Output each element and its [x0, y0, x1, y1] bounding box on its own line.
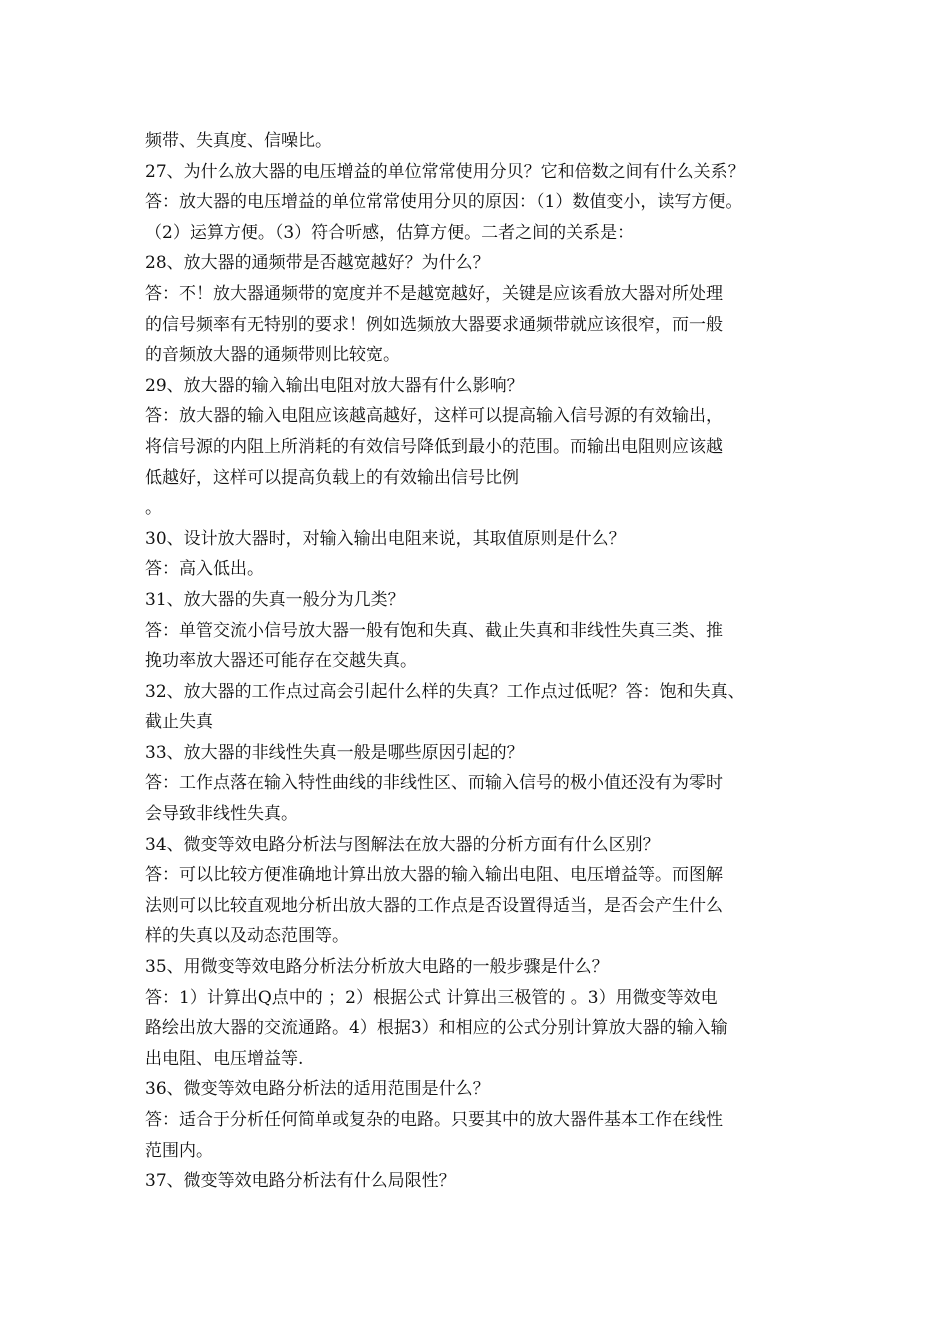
question-35: 35、用微变等效电路分析法分析放大电路的一般步骤是什么？	[145, 957, 609, 978]
question-30: 30、设计放大器时，对输入输出电阻来说，其取值原则是什么？	[145, 528, 626, 549]
answer-31: 答：单管交流小信号放大器一般有饱和失真、截止失真和非线性失真三类、推	[145, 620, 723, 641]
text-line: 。	[145, 498, 162, 519]
text-line: （2）运算方便。（3）符合听感，估算方便。二者之间的关系是：	[145, 222, 635, 243]
document-body	[145, 126, 825, 1197]
question-36: 36、微变等效电路分析法的适用范围是什么？	[145, 1079, 490, 1100]
text-line: 的音频放大器的通频带则比较宽。	[145, 345, 400, 366]
text-line: 样的失真以及动态范围等。	[145, 926, 349, 947]
question-28: 28、放大器的通频带是否越宽越好？为什么？	[145, 253, 490, 274]
text-line: 低越好，这样可以提高负载上的有效输出信号比例	[145, 467, 519, 488]
question-32: 32、放大器的工作点过高会引起什么样的失真？工作点过低呢？答：饱和失真、	[145, 681, 745, 702]
question-27: 27、为什么放大器的电压增益的单位常常使用分贝？它和倍数之间有什么关系？	[145, 161, 745, 182]
answer-33: 答：工作点落在输入特性曲线的非线性区、而输入信号的极小值还没有为零时	[145, 773, 723, 794]
question-34: 34、微变等效电路分析法与图解法在放大器的分析方面有什么区别？	[145, 834, 660, 855]
text-line: 将信号源的内阻上所消耗的有效信号降低到最小的范围。而输出电阻则应该越	[145, 436, 723, 457]
text-line: 会导致非线性失真。	[145, 804, 298, 825]
answer-28: 答：不！放大器通频带的宽度并不是越宽越好，关键是应该看放大器对所处理	[145, 283, 723, 304]
answer-29: 答：放大器的输入电阻应该越高越好，这样可以提高输入信号源的有效输出，	[145, 406, 723, 427]
text-line: 截止失真	[145, 712, 213, 733]
question-29: 29、放大器的输入输出电阻对放大器有什么影响？	[145, 375, 524, 396]
answer-34: 答：可以比较方便准确地计算出放大器的输入输出电阻、电压增益等。而图解	[145, 865, 723, 886]
question-31: 31、放大器的失真一般分为几类？	[145, 589, 405, 610]
text-line: 挽功率放大器还可能存在交越失真。	[145, 651, 417, 672]
text-line: 法则可以比较直观地分析出放大器的工作点是否设置得适当，是否会产生什么	[145, 895, 723, 916]
text-line: 频带、失真度、信噪比。	[145, 131, 332, 151]
text-line: 路绘出放大器的交流通路。4）根据3）和相应的公式分别计算放大器的输入输	[145, 1018, 728, 1039]
question-37: 37、微变等效电路分析法有什么局限性？	[145, 1171, 456, 1192]
text-line: 出电阻、电压增益等.	[145, 1048, 304, 1069]
answer-36: 答：适合于分析任何简单或复杂的电路。只要其中的放大器件基本工作在线性	[145, 1110, 723, 1130]
text-line: 范围内。	[145, 1140, 213, 1161]
text-line: 的信号频率有无特别的要求！例如选频放大器要求通频带就应该很窄，而一般	[145, 314, 723, 335]
question-33: 33、放大器的非线性失真一般是哪些原因引起的？	[145, 742, 524, 763]
answer-30: 答：高入低出。	[145, 559, 264, 580]
answer-27: 答：放大器的电压增益的单位常常使用分贝的原因：（1）数值变小，读写方便。	[145, 192, 743, 213]
answer-35: 答：1）计算出Q点中的 ；2）根据公式 计算出三极管的 。3）用微变等效电	[145, 987, 718, 1008]
